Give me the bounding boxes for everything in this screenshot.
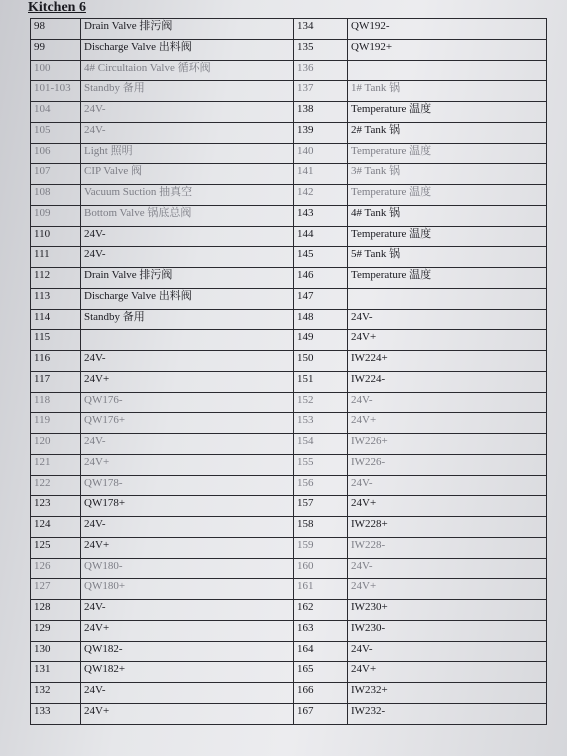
table-row bbox=[31, 309, 547, 330]
table-row bbox=[31, 620, 547, 641]
left-terminal-number: 101-103 bbox=[31, 81, 81, 102]
left-terminal-description: Bottom Valve 锅底总阀 bbox=[81, 205, 294, 226]
right-terminal-description: IW230- bbox=[348, 620, 547, 641]
left-terminal-number: 120 bbox=[31, 434, 81, 455]
right-terminal-description: 24V- bbox=[348, 641, 547, 662]
right-terminal-description: Temperature 温度 bbox=[348, 143, 547, 164]
right-terminal-number: 147 bbox=[294, 288, 348, 309]
page-title: Kitchen 6 bbox=[28, 0, 86, 15]
right-terminal-number: 140 bbox=[294, 143, 348, 164]
right-terminal-description: Temperature 温度 bbox=[348, 268, 547, 289]
table-row bbox=[31, 413, 547, 434]
right-terminal-description: IW230+ bbox=[348, 600, 547, 621]
table-row bbox=[31, 81, 547, 102]
left-terminal-number: 109 bbox=[31, 205, 81, 226]
right-terminal-number: 164 bbox=[294, 641, 348, 662]
left-terminal-description: Standby 备用 bbox=[81, 81, 294, 102]
right-terminal-number: 141 bbox=[294, 164, 348, 185]
terminal-table-body bbox=[31, 19, 547, 725]
left-terminal-number: 108 bbox=[31, 185, 81, 206]
left-terminal-number: 112 bbox=[31, 268, 81, 289]
right-terminal-number: 157 bbox=[294, 496, 348, 517]
right-terminal-number: 155 bbox=[294, 454, 348, 475]
right-terminal-description: IW226+ bbox=[348, 434, 547, 455]
right-terminal-description: Temperature 温度 bbox=[348, 226, 547, 247]
left-terminal-number: 115 bbox=[31, 330, 81, 351]
left-terminal-description: 24V+ bbox=[81, 371, 294, 392]
right-terminal-number: 138 bbox=[294, 102, 348, 123]
table-row bbox=[31, 226, 547, 247]
table-row bbox=[31, 662, 547, 683]
left-terminal-number: 116 bbox=[31, 351, 81, 372]
table-row bbox=[31, 268, 547, 289]
table-row bbox=[31, 683, 547, 704]
right-terminal-number: 163 bbox=[294, 620, 348, 641]
left-terminal-description: 24V- bbox=[81, 247, 294, 268]
left-terminal-description: QW182+ bbox=[81, 662, 294, 683]
left-terminal-description bbox=[81, 330, 294, 351]
right-terminal-description: 5# Tank 锅 bbox=[348, 247, 547, 268]
table-row bbox=[31, 475, 547, 496]
left-terminal-number: 110 bbox=[31, 226, 81, 247]
left-terminal-number: 117 bbox=[31, 371, 81, 392]
right-terminal-description: 2# Tank 锅 bbox=[348, 122, 547, 143]
right-terminal-description: IW232- bbox=[348, 703, 547, 724]
left-terminal-description: 24V- bbox=[81, 351, 294, 372]
right-terminal-number: 162 bbox=[294, 600, 348, 621]
right-terminal-number: 167 bbox=[294, 703, 348, 724]
left-terminal-number: 130 bbox=[31, 641, 81, 662]
right-terminal-description: 3# Tank 锅 bbox=[348, 164, 547, 185]
left-terminal-description: 4# Circultaion Valve 循环阀 bbox=[81, 60, 294, 81]
table-row bbox=[31, 247, 547, 268]
right-terminal-description: QW192+ bbox=[348, 39, 547, 60]
left-terminal-description: Drain Valve 排污阀 bbox=[81, 19, 294, 40]
left-terminal-description: QW182- bbox=[81, 641, 294, 662]
right-terminal-number: 159 bbox=[294, 537, 348, 558]
left-terminal-description: Drain Valve 排污阀 bbox=[81, 268, 294, 289]
right-terminal-number: 137 bbox=[294, 81, 348, 102]
left-terminal-description: CIP Valve 阀 bbox=[81, 164, 294, 185]
table-row bbox=[31, 371, 547, 392]
right-terminal-description: IW224+ bbox=[348, 351, 547, 372]
table-row bbox=[31, 143, 547, 164]
right-terminal-number: 136 bbox=[294, 60, 348, 81]
right-terminal-number: 135 bbox=[294, 39, 348, 60]
right-terminal-description: 24V+ bbox=[348, 496, 547, 517]
right-terminal-number: 145 bbox=[294, 247, 348, 268]
table-row bbox=[31, 517, 547, 538]
left-terminal-number: 98 bbox=[31, 19, 81, 40]
table-row bbox=[31, 579, 547, 600]
table-row bbox=[31, 102, 547, 123]
table-row bbox=[31, 185, 547, 206]
table-row bbox=[31, 703, 547, 724]
left-terminal-number: 111 bbox=[31, 247, 81, 268]
left-terminal-description: Light 照明 bbox=[81, 143, 294, 164]
left-terminal-description: Discharge Valve 出料阀 bbox=[81, 39, 294, 60]
right-terminal-description bbox=[348, 60, 547, 81]
left-terminal-description: 24V+ bbox=[81, 454, 294, 475]
left-terminal-description: 24V- bbox=[81, 226, 294, 247]
right-terminal-description: 24V- bbox=[348, 475, 547, 496]
right-terminal-number: 160 bbox=[294, 558, 348, 579]
left-terminal-description: QW178- bbox=[81, 475, 294, 496]
right-terminal-description: 24V+ bbox=[348, 413, 547, 434]
left-terminal-description: QW178+ bbox=[81, 496, 294, 517]
left-terminal-description: QW180- bbox=[81, 558, 294, 579]
right-terminal-number: 166 bbox=[294, 683, 348, 704]
right-terminal-description: IW226- bbox=[348, 454, 547, 475]
right-terminal-number: 156 bbox=[294, 475, 348, 496]
left-terminal-number: 119 bbox=[31, 413, 81, 434]
right-terminal-number: 154 bbox=[294, 434, 348, 455]
right-terminal-number: 148 bbox=[294, 309, 348, 330]
left-terminal-number: 113 bbox=[31, 288, 81, 309]
left-terminal-description: 24V- bbox=[81, 683, 294, 704]
left-terminal-number: 122 bbox=[31, 475, 81, 496]
left-terminal-description: QW180+ bbox=[81, 579, 294, 600]
left-terminal-number: 106 bbox=[31, 143, 81, 164]
right-terminal-number: 143 bbox=[294, 205, 348, 226]
left-terminal-description: QW176- bbox=[81, 392, 294, 413]
right-terminal-description: Temperature 温度 bbox=[348, 185, 547, 206]
right-terminal-number: 152 bbox=[294, 392, 348, 413]
left-terminal-number: 107 bbox=[31, 164, 81, 185]
right-terminal-description: 24V- bbox=[348, 309, 547, 330]
right-terminal-description: IW224- bbox=[348, 371, 547, 392]
left-terminal-number: 104 bbox=[31, 102, 81, 123]
left-terminal-description: 24V+ bbox=[81, 537, 294, 558]
left-terminal-number: 127 bbox=[31, 579, 81, 600]
right-terminal-description: 4# Tank 锅 bbox=[348, 205, 547, 226]
left-terminal-number: 114 bbox=[31, 309, 81, 330]
table-row bbox=[31, 641, 547, 662]
table-row bbox=[31, 330, 547, 351]
terminal-table bbox=[30, 18, 547, 725]
table-row bbox=[31, 392, 547, 413]
right-terminal-number: 158 bbox=[294, 517, 348, 538]
right-terminal-description: IW228+ bbox=[348, 517, 547, 538]
table-row bbox=[31, 164, 547, 185]
right-terminal-description: IW228- bbox=[348, 537, 547, 558]
right-terminal-description: QW192- bbox=[348, 19, 547, 40]
left-terminal-description: 24V- bbox=[81, 517, 294, 538]
left-terminal-description: 24V- bbox=[81, 122, 294, 143]
right-terminal-description: 24V+ bbox=[348, 579, 547, 600]
left-terminal-description: Vacuum Suction 抽真空 bbox=[81, 185, 294, 206]
table-row bbox=[31, 205, 547, 226]
table-row bbox=[31, 558, 547, 579]
left-terminal-number: 128 bbox=[31, 600, 81, 621]
table-row bbox=[31, 122, 547, 143]
right-terminal-number: 142 bbox=[294, 185, 348, 206]
right-terminal-description: IW232+ bbox=[348, 683, 547, 704]
table-row bbox=[31, 434, 547, 455]
left-terminal-number: 99 bbox=[31, 39, 81, 60]
table-row bbox=[31, 537, 547, 558]
right-terminal-number: 165 bbox=[294, 662, 348, 683]
right-terminal-number: 161 bbox=[294, 579, 348, 600]
right-terminal-number: 139 bbox=[294, 122, 348, 143]
table-row bbox=[31, 454, 547, 475]
left-terminal-description: 24V+ bbox=[81, 703, 294, 724]
left-terminal-description: 24V- bbox=[81, 434, 294, 455]
left-terminal-number: 133 bbox=[31, 703, 81, 724]
left-terminal-number: 118 bbox=[31, 392, 81, 413]
left-terminal-number: 123 bbox=[31, 496, 81, 517]
right-terminal-description: 1# Tank 锅 bbox=[348, 81, 547, 102]
left-terminal-description: 24V- bbox=[81, 102, 294, 123]
right-terminal-number: 134 bbox=[294, 19, 348, 40]
left-terminal-description: 24V- bbox=[81, 600, 294, 621]
left-terminal-number: 121 bbox=[31, 454, 81, 475]
right-terminal-number: 150 bbox=[294, 351, 348, 372]
table-row bbox=[31, 351, 547, 372]
right-terminal-number: 151 bbox=[294, 371, 348, 392]
left-terminal-number: 131 bbox=[31, 662, 81, 683]
table-row bbox=[31, 288, 547, 309]
left-terminal-number: 100 bbox=[31, 60, 81, 81]
table-row bbox=[31, 496, 547, 517]
left-terminal-number: 129 bbox=[31, 620, 81, 641]
right-terminal-description: Temperature 温度 bbox=[348, 102, 547, 123]
left-terminal-description: Discharge Valve 出料阀 bbox=[81, 288, 294, 309]
right-terminal-number: 153 bbox=[294, 413, 348, 434]
right-terminal-description bbox=[348, 288, 547, 309]
left-terminal-description: QW176+ bbox=[81, 413, 294, 434]
table-row bbox=[31, 39, 547, 60]
left-terminal-description: 24V+ bbox=[81, 620, 294, 641]
table-row bbox=[31, 600, 547, 621]
right-terminal-description: 24V+ bbox=[348, 662, 547, 683]
left-terminal-description: Standby 备用 bbox=[81, 309, 294, 330]
left-terminal-number: 105 bbox=[31, 122, 81, 143]
left-terminal-number: 124 bbox=[31, 517, 81, 538]
left-terminal-number: 125 bbox=[31, 537, 81, 558]
right-terminal-description: 24V- bbox=[348, 558, 547, 579]
table-row bbox=[31, 60, 547, 81]
table-row bbox=[31, 19, 547, 40]
left-terminal-number: 132 bbox=[31, 683, 81, 704]
right-terminal-description: 24V+ bbox=[348, 330, 547, 351]
left-terminal-number: 126 bbox=[31, 558, 81, 579]
right-terminal-number: 146 bbox=[294, 268, 348, 289]
right-terminal-description: 24V- bbox=[348, 392, 547, 413]
right-terminal-number: 149 bbox=[294, 330, 348, 351]
right-terminal-number: 144 bbox=[294, 226, 348, 247]
